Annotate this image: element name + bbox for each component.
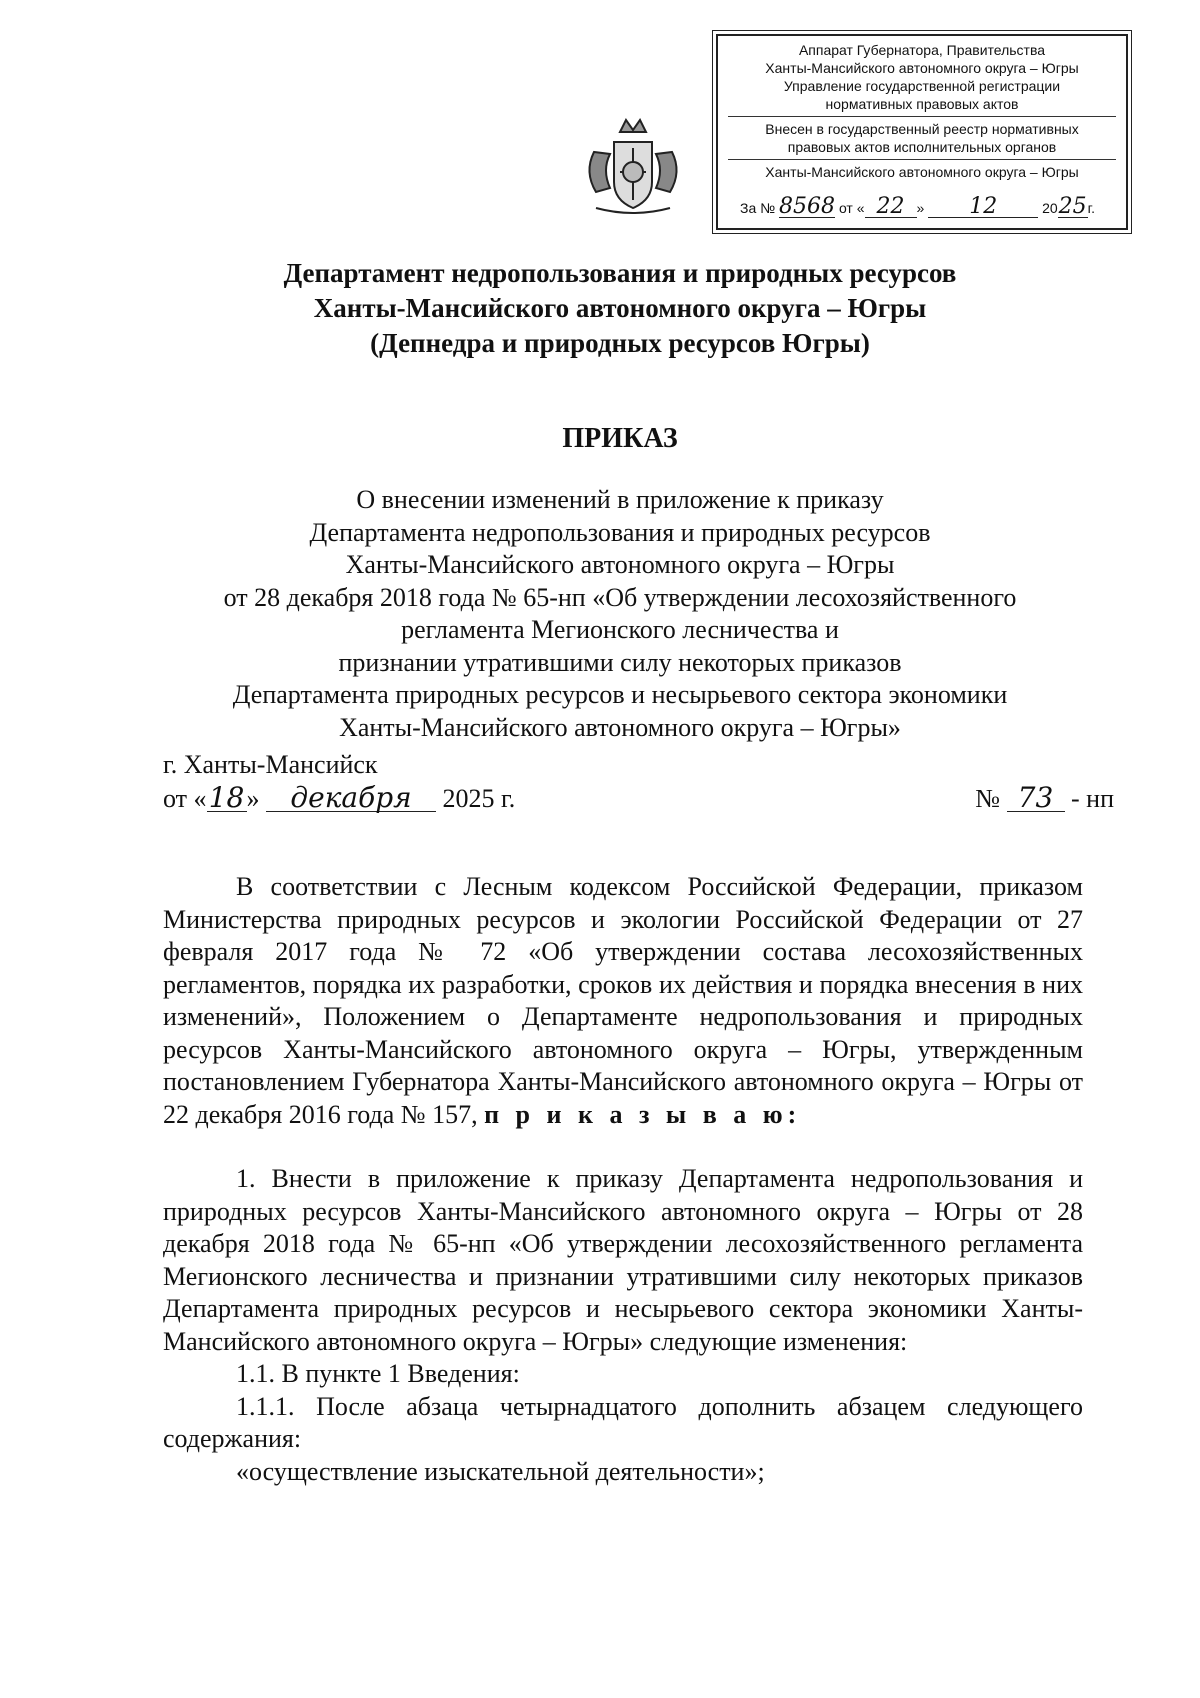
item-1-1-paragraph: 1.1. В пункте 1 Введения: xyxy=(236,1359,520,1388)
stamp-divider xyxy=(728,159,1116,160)
document-body xyxy=(163,871,1083,1488)
order-number xyxy=(975,781,1114,814)
stamp-reg-year: 25 xyxy=(1058,194,1087,219)
order-date xyxy=(163,781,516,814)
subject-line-4: от 28 декабря 2018 года № 65-нп «Об утверждении лесохозяйственного xyxy=(223,582,1017,612)
date-prefix: от « xyxy=(163,784,207,813)
stamp-line-4: нормативных правовых актов xyxy=(825,96,1019,112)
item-1-1-1-paragraph: 1.1.1. После абзаца четырнадцатого дополнить абзацем следующего содержания: xyxy=(163,1391,1083,1453)
stamp-divider xyxy=(728,116,1116,117)
stamp-reg-suffix: г. xyxy=(1087,200,1095,216)
document-title: ПРИКАЗ xyxy=(562,423,678,454)
preamble-text: В соответствии с Лесным кодексом Российской Федерации, приказом Министерства природных ресурсов и экологии Российской Федерации от 27 февраля 2017 года № 72 «Об утверждении состава лесохозяйственных регламентов, порядка их разработки, сроков их действия и порядка внесения в них изменений», Положением о Департаменте недропользования и природных ресурсов Ханты-Мансийского автономного округа – Югры, утвержденным постановлением Губернатора Ханты-Мансийского автономного округа – Югры от 22 декабря 2016 года № 157, xyxy=(163,872,1083,1129)
city: г. Ханты-Мансийск xyxy=(163,750,378,779)
subject-line-2: Департамента недропользования и природных ресурсов xyxy=(309,517,931,547)
subject-line-5: регламента Мегионского лесничества и xyxy=(401,615,839,644)
stamp-line-2: Ханты-Мансийского автономного округа – Югры xyxy=(765,60,1079,76)
date-month: декабря xyxy=(266,785,436,812)
registration-stamp xyxy=(716,34,1128,230)
stamp-line-5: Внесен в государственный реестр нормативных xyxy=(765,121,1079,137)
department-name-line-1: Департамент недропользования и природных ресурсов xyxy=(283,258,957,288)
stamp-reg-mid: » xyxy=(916,200,925,216)
stamp-line-6: правовых актов исполнительных органов xyxy=(787,139,1057,155)
subject-line-8: Ханты-Мансийского автономного округа – Югры» xyxy=(339,712,901,742)
stamp-line-1: Аппарат Губернатора, Правительства xyxy=(798,42,1046,58)
department-name-line-2: Ханты-Мансийского автономного округа – Югры xyxy=(313,293,927,323)
preamble-paragraph xyxy=(163,871,1083,1131)
stamp-reg-year-prefix: 20 xyxy=(1042,200,1058,216)
date-day: 18 xyxy=(207,785,247,812)
department-header xyxy=(120,256,1120,361)
number-suffix: - нп xyxy=(1071,784,1114,813)
subject-line-7: Департамента природных ресурсов и несырьевого сектора экономики xyxy=(232,680,1008,709)
stamp-reg-from: от « xyxy=(838,200,865,216)
stamp-line-3: Управление государственной регистрации xyxy=(783,78,1061,94)
subject-line-6: признании утратившими силу некоторых приказов xyxy=(338,647,902,677)
date-mid: » xyxy=(246,784,260,813)
stamp-registration-line xyxy=(740,194,1112,219)
department-name-line-3: (Депнедра и природных ресурсов Югры) xyxy=(370,328,870,358)
date-year: 2025 г. xyxy=(442,784,516,813)
number-prefix: № xyxy=(975,784,1000,813)
item-1-paragraph: 1. Внести в приложение к приказу Департамента недропользования и природных ресурсов Ханты-Мансийского автономного округа – Югры от 28 декабря 2018 года № 65-нп «Об утверждении лесохозяйственного регламента Мегионского лесничества и признании утратившими силу некоторых приказов Департамента природных ресурсов и несырьевого сектора экономики Ханты-Мансийского автономного округа – Югры» следующие изменения: xyxy=(163,1164,1083,1356)
inserted-text-paragraph: «осуществление изыскательной деятельности»; xyxy=(236,1456,765,1486)
coat-of-arms-emblem xyxy=(574,112,692,220)
stamp-reg-number: 8568 xyxy=(779,194,836,219)
order-word: п р и к а з ы в а ю: xyxy=(484,1099,802,1129)
subject-line-1: О внесении изменений в приложение к приказу xyxy=(356,485,884,514)
stamp-reg-month: 12 xyxy=(928,197,1038,218)
order-subject xyxy=(120,484,1120,744)
number-value: 73 xyxy=(1007,785,1065,812)
stamp-reg-day: 22 xyxy=(865,197,917,218)
stamp-reg-prefix: За № xyxy=(740,200,776,216)
subject-line-3: Ханты-Мансийского автономного округа – Югры xyxy=(345,550,895,579)
stamp-line-7: Ханты-Мансийского автономного округа – Югры xyxy=(765,164,1079,180)
